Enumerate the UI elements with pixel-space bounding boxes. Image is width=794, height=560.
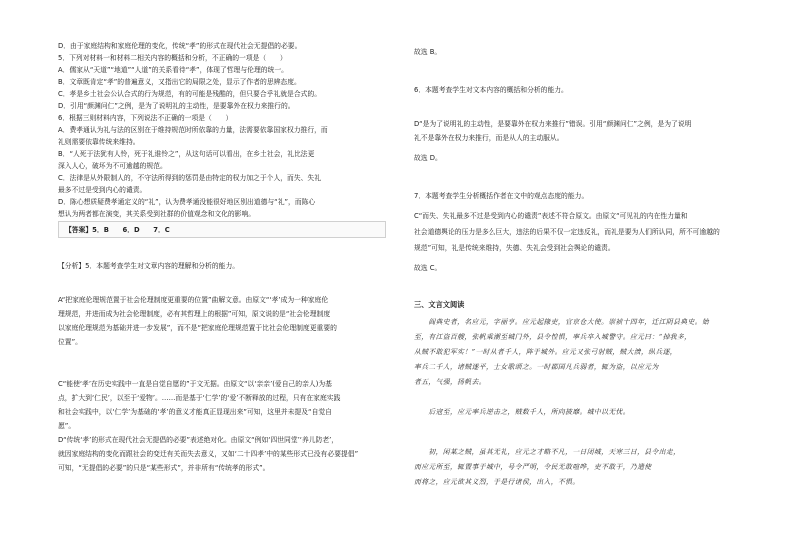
analysis-heading: 7．本题考查学生分析概括作者在文中的观点态度的能力。	[414, 192, 589, 200]
question-6: 6．根据三则材料内容，下列说法不正确的一项是（ ）	[58, 114, 233, 122]
text-line: 深入人心，破坏为不可逾越的规范。	[58, 162, 167, 170]
analysis-line: 愿”。	[58, 422, 76, 430]
analysis-line: 位置”。	[58, 338, 82, 346]
classical-text-line: 而应元所至，辄置事于城中，号令严明，令民无敢喧哗，吏不敢干，乃遣使	[414, 463, 652, 471]
classical-text-line: 初，闲某之贼，虽其无礼，应元之才略不凡，一日闭城，天寒三日，县令出走，	[414, 448, 681, 456]
analysis-line: 可知，“无提倡的必要”的只是“某些形式”，并非所有“传统孝的形式”。	[58, 464, 270, 472]
analysis-line: 社会道德舆论的压力是多么巨大，违法的后果不仅一定违反礼，而礼是要为人们所认同，所不可逾越的	[414, 228, 720, 236]
analysis-line: D“是为了说明礼的主动性，是要靠外在权力来推行”错误。引用“颜渊问仁”之例，是为了说明	[414, 120, 692, 128]
text-line: D．由于家庭结构和家庭伦理的变化，传统“孝”的形式在现代社会无提倡的必要。	[58, 42, 302, 50]
option-b: B．“人死于法犹有人怜，死于礼谁怜之”，从这句话可以看出，在乡土社会，礼比法更	[58, 150, 315, 158]
classical-text-line: 后寇至，应元率兵逆击之，贼数千人，所向披靡。城中以无忧。	[414, 408, 630, 416]
option-c: C．孝是乡土社会公认合式的行为规范，有的可能是残酷的，但只要合乎礼就是合式的。	[58, 90, 322, 98]
analysis-line: 就因家庭结构的变化而跟社会的变迁有关而失去意义，又如‘二十四孝’中的某些形式已没有必要提倡”	[58, 450, 359, 458]
option-d: D．陈心想质疑费孝通定义的“礼”，认为费孝通没能很好地区别出道德与“礼”，而陈心	[58, 198, 316, 206]
answer-box	[58, 221, 386, 238]
option-d: D．引用“颜渊问仁”之例，是为了说明礼的主动性，是要靠外在权力来推行的。	[58, 102, 295, 110]
classical-text-line: 从贼不敢犯军实！”一时从者千人，阵于城外。应元又张弓射贼，贼大溃，纵兵逐，	[414, 348, 677, 356]
classical-text-line: 而将之，应元欲其义烈，于是行诸侯，出入，不惧。	[414, 478, 580, 486]
analysis-line: 以家庭伦理规范为基础并进一步发展”，而不是“把家庭伦理规范置于比社会伦理制度更重要的	[58, 324, 337, 332]
question-5: 5．下列对材料一和材料二相关内容的概括和分析，不正确的一项是（ ）	[58, 54, 287, 62]
analysis-heading: 6．本题考查学生对文本内容的概括和分析的能力。	[414, 86, 568, 94]
answer-line: 故选 D。	[414, 154, 442, 162]
analysis-line: 和社会实践中，以‘仁学’为基础的‘孝’的意义才能真正显现出来”可知，这里并未提及“自觉自	[58, 408, 332, 416]
analysis-line: C“能使‘孝’在历史实践中一直是自觉自愿的”于文无据。由原文“以‘亲亲’(爱自己的亲人)为基	[58, 380, 332, 388]
text-line: 礼则需要依靠传统来维持。	[58, 138, 140, 146]
section-title: 三、文言文阅读	[414, 300, 465, 309]
option-b: B．文章既肯定“孝”的普遍意义，又指出它的局限之处，显示了作者的思辨态度。	[58, 78, 301, 86]
text-line: 最多不过是受到内心的谴责。	[58, 186, 147, 194]
analysis-line: A“把家庭伦理规范置于社会伦理制度更重要的位置”曲解文意。由原文“‘孝’成为一种家庭伦	[58, 296, 329, 304]
classical-text-line: 至，有江盗百艘，张帆乘潮至城门外，县令惶惧，率兵卒入城警守。应元曰：“掉我多，	[414, 333, 692, 341]
analysis-line: 礼不是靠外在权力来推行，而是从人的主动服从。	[414, 134, 564, 142]
analysis-line: D“传统‘孝’的形式在现代社会无提倡的必要”表述绝对化。由原文“例如‘四世同堂’‘养儿防老’，	[58, 436, 339, 444]
analysis-line: 点，扩大到‘仁民’，以至于‘爱物’。……而是基于‘仁学’的‘爱’不断释放的过程，只有在家庭实践	[58, 394, 341, 402]
text-line: 想认为两者都在演变，其关系受到社群的价值观念和文化的影响。	[58, 210, 256, 218]
analysis-line: C“而失、失礼最多不过是受到内心的谴责”表述不符合原文。由原文“可见礼的内在性力量和	[414, 212, 688, 220]
classical-text-line: 率兵二千人，诸贼遂平，士女歌颂之。一时郡国凡兵弱者，辄为盗，以应元为	[414, 363, 659, 371]
answer-line: 故选 C。	[414, 264, 442, 272]
analysis-line: 规范”可知，礼是传统来维持，失德、失礼会受到社会舆论的谴责。	[414, 244, 615, 252]
option-a: A．费孝通认为礼与法的区别在于维持规范时所依靠的力量，法需要依靠国家权力推行，而	[58, 126, 328, 134]
option-a: A．儒家从“天道”“地道”“人道”的关系看待“孝”，体现了哲理与伦理的统一。	[58, 66, 288, 74]
answer-text: 【答案】5．B 6．D 7．C	[65, 226, 170, 234]
classical-text-line: 阎典史者，名应元，字丽亨。应元起掾吏，官京仓大使。崇祯十四年，迁江阴县典史。始	[414, 318, 710, 326]
classical-text-line: 者五，气强，扬帆去。	[414, 378, 486, 386]
analysis-line: 理规范，并进而成为社会伦理制度，必有其哲理上的根据”可知，原文说的是“社会伦理制度	[58, 310, 331, 318]
answer-line: 故选 B。	[414, 48, 442, 56]
option-c: C．法律是从外限制人的，不守法所得到的惩罚是由特定的权力加之于个人，而失、失礼	[58, 174, 322, 182]
analysis-heading: 【分析】5．本题考查学生对文章内容的理解和分析的能力。	[58, 262, 240, 270]
